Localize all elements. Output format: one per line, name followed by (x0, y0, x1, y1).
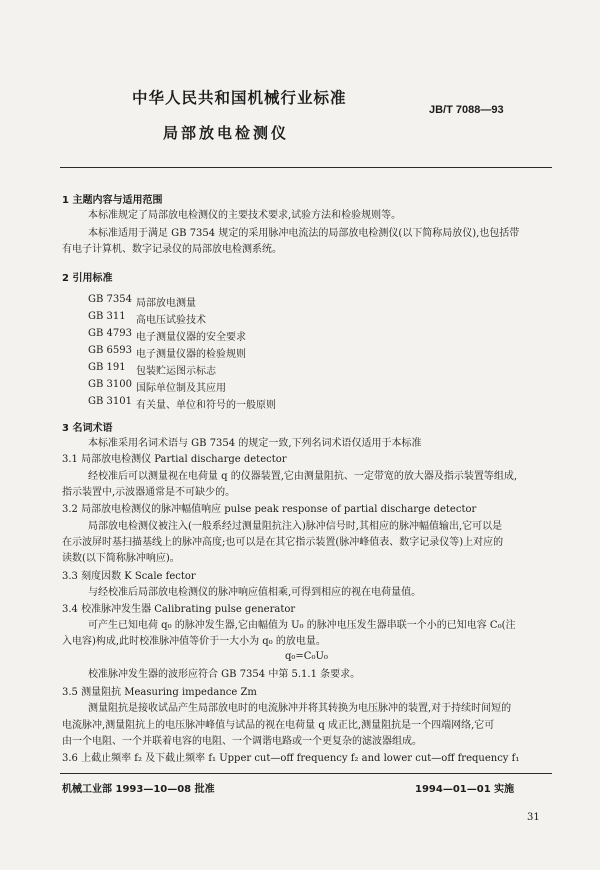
ref-code: GB 3100 (88, 379, 132, 390)
standard-number: JB/T 7088—93 (429, 104, 504, 116)
ref-code: GB 6593 (88, 345, 132, 356)
term-3-1-title: 3.1 局部放电检测仪 Partial discharge detector (62, 454, 287, 465)
ref-code: GB 191 (88, 362, 126, 373)
ref-name: 有关量、单位和符号的一般原则 (136, 400, 276, 411)
term-3-4-title: 3.4 校准脉冲发生器 Calibrating pulse generator (62, 604, 296, 615)
term-3-1-line-1: 经校准后可以测量视在电荷量 q 的仪器装置,它由测量阻抗、一定带宽的放大器及指示装置等组成, (88, 471, 518, 482)
footer-rule (60, 773, 552, 774)
ref-code: GB 4793 (88, 328, 132, 339)
term-3-2-title: 3.2 局部放电检测仪的脉冲幅值响应 pulse peak response of partial discharge detector (62, 504, 477, 515)
section-1-paragraph-1: 本标准规定了局部放电检测仪的主要技术要求,试验方法和检验规则等。 (88, 210, 402, 221)
ref-name: 高电压试验技术 (136, 315, 206, 326)
term-3-1-line-2: 指示装置中,示波器通常是不可缺少的。 (62, 487, 236, 498)
term-3-5-line-2: 电流脉冲,测量阻抗上的电压脉冲峰值与试品的视在电荷量 q 成正比,测量阻抗是一个四端网络,它可 (62, 720, 495, 731)
header-rule (60, 167, 552, 168)
term-3-5-line-1: 测量阻抗是接收试品产生局部放电时的电流脉冲并将其转换为电压脉冲的装置,对于持续时间短的 (88, 703, 512, 714)
issuing-organization: 中华人民共和国机械行业标准 (132, 89, 347, 107)
approval-date: 机械工业部 1993—10—08 批准 (62, 784, 215, 795)
ref-code: GB 311 (88, 311, 126, 322)
section-1-heading: 1 主题内容与适用范围 (62, 195, 163, 206)
ref-code: GB 3101 (88, 396, 132, 407)
term-3-4-line-3: 校准脉冲发生器的波形应符合 GB 7354 中第 5.1.1 条要求。 (88, 669, 361, 680)
term-3-5-title: 3.5 测量阻抗 Measuring impedance Zm (62, 687, 257, 698)
ref-code: GB 7354 (88, 294, 132, 305)
ref-name: 电子测量仪器的安全要求 (136, 332, 246, 343)
term-3-2-line-3: 读数(以下简称脉冲响应)。 (62, 553, 180, 564)
section-1-paragraph-2a: 本标准适用于满足 GB 7354 规定的采用脉冲电流法的局部放电检测仪(以下简称局放仪),也包括带 (88, 228, 520, 239)
ref-name: 电子测量仪器的检验规则 (136, 349, 246, 360)
section-1-paragraph-2b: 有电子计算机、数字记录仪的局部放电检测系统。 (62, 244, 282, 255)
term-3-4-line-2: 入电容)构成,此时校准脉冲值等价于一大小为 q₀ 的放电量。 (62, 636, 326, 647)
implementation-date: 1994—01—01 实施 (415, 784, 515, 795)
term-3-5-line-3: 由一个电阻、一个并联着电容的电阻、一个调谐电路或一个更复杂的滤波器组成。 (62, 736, 422, 747)
term-3-3-line-1: 与经校准后局部放电检测仪的脉冲响应值相乘,可得到相应的视在电荷量值。 (88, 587, 422, 598)
term-3-4-line-1: 可产生已知电荷 q₀ 的脉冲发生器,它由幅值为 U₀ 的脉冲电压发生器串联一个小的已知电容 C₀(注 (88, 620, 516, 631)
ref-name: 包装贮运图示标志 (136, 366, 216, 377)
calibration-formula: q₀=C₀U₀ (285, 651, 328, 662)
ref-name: 局部放电测量 (136, 298, 196, 309)
term-3-6-title: 3.6 上截止频率 f₂ 及下截止频率 f₁ Upper cut—off frequency f₂ and lower cut—off frequency f₁ (62, 753, 520, 764)
document-title: 局部放电检测仪 (163, 124, 290, 142)
term-3-2-line-2: 在示波屏时基扫描基线上的脉冲高度;也可以是在其它指示装置(脉冲峰值表、数字记录仪等)上对应的 (62, 537, 504, 548)
section-3-heading: 3 名词术语 (62, 423, 113, 434)
page-number: 31 (527, 812, 540, 823)
section-2-heading: 2 引用标准 (62, 273, 113, 284)
section-3-intro: 本标准采用名词术语与 GB 7354 的规定一致,下列名词术语仅适用于本标准 (88, 438, 422, 449)
term-3-3-title: 3.3 刻度因数 K Scale fector (62, 571, 196, 582)
ref-name: 国际单位制及其应用 (136, 383, 226, 394)
term-3-2-line-1: 局部放电检测仪被注入(一般系经过测量阻抗注入)脉冲信号时,其相应的脉冲幅值输出,它可以是 (88, 521, 503, 532)
